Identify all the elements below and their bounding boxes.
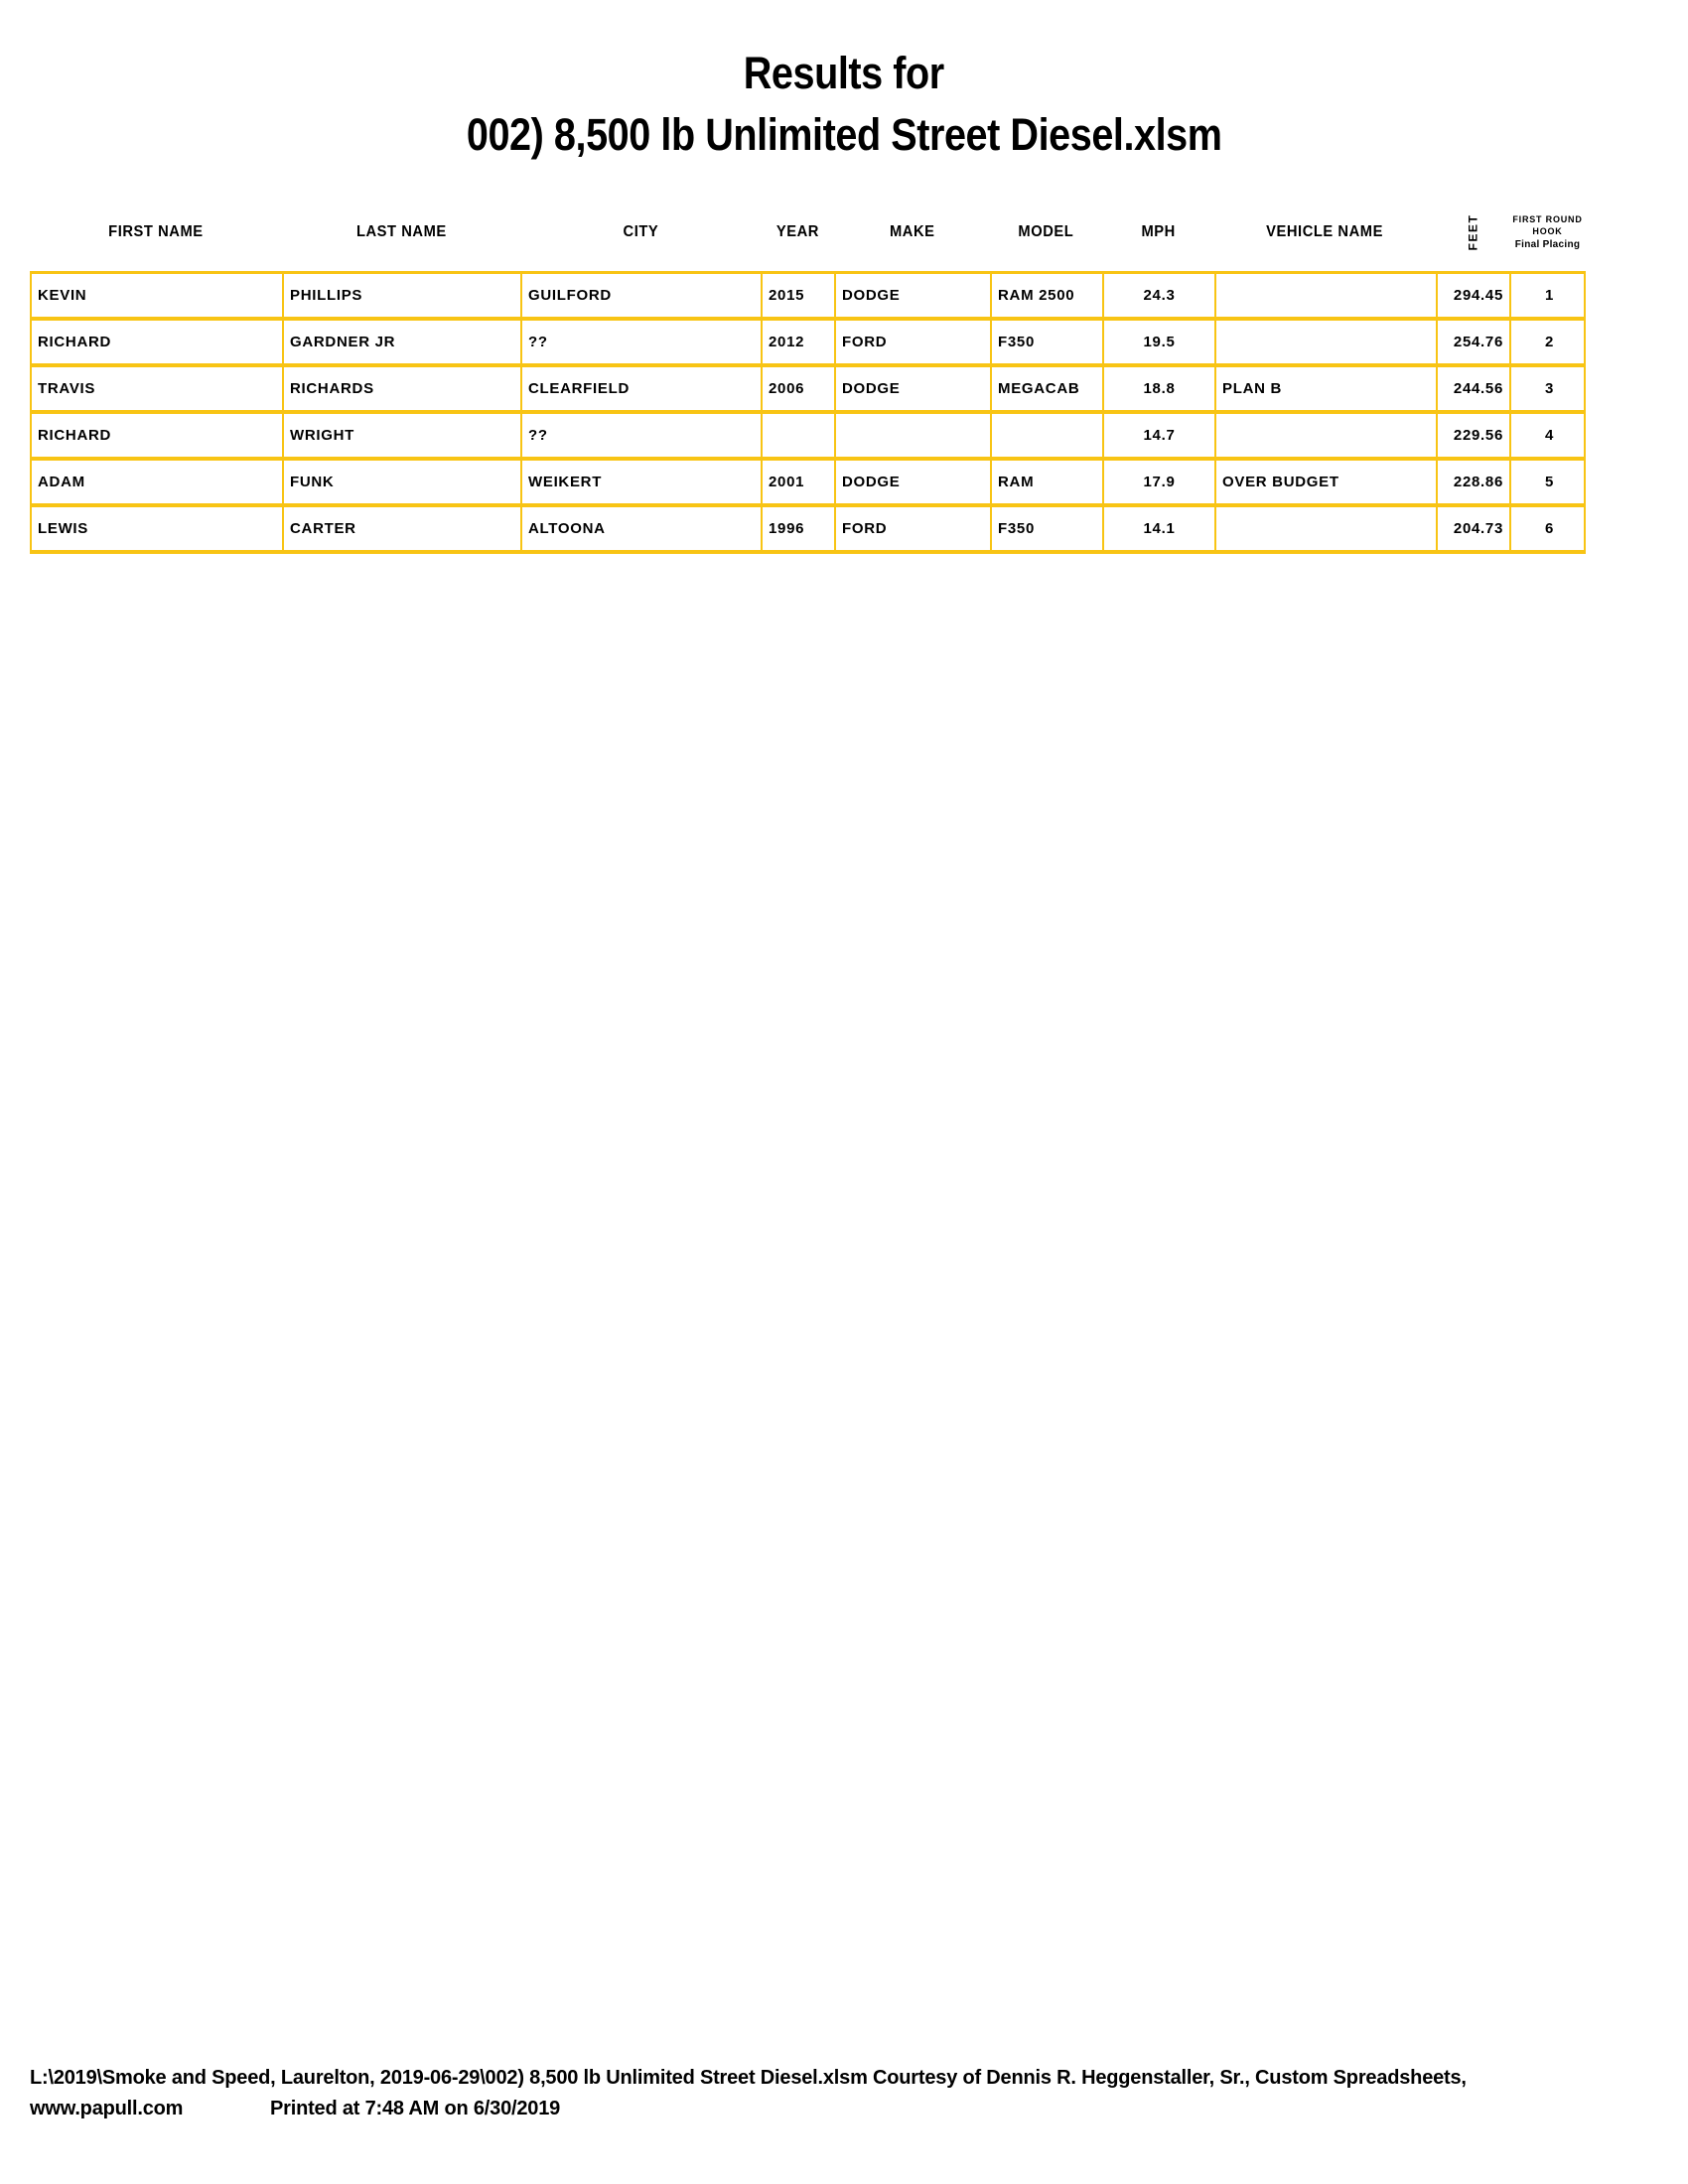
- cell-feet: 244.56: [1438, 367, 1511, 410]
- cell-model: F350: [992, 507, 1104, 550]
- footer-printed-at: Printed at 7:48 AM on 6/30/2019: [270, 2098, 561, 2119]
- cell-last-name: PHILLIPS: [284, 274, 522, 317]
- table-header-row: [30, 194, 1586, 271]
- cell-mph: 14.1: [1104, 507, 1216, 550]
- header-hook-line3: Final Placing: [1514, 239, 1581, 250]
- cell-make: DODGE: [836, 274, 992, 317]
- cell-last-name: RICHARDS: [284, 367, 522, 410]
- cell-make: FORD: [836, 321, 992, 363]
- cell-city: ??: [522, 321, 763, 363]
- table-body: [30, 271, 1586, 554]
- cell-model: RAM 2500: [992, 274, 1104, 317]
- table-row: [32, 367, 1584, 414]
- cell-vehicle-name: [1216, 414, 1438, 457]
- cell-year: 2001: [763, 461, 836, 503]
- cell-last-name: CARTER: [284, 507, 522, 550]
- cell-feet: 254.76: [1438, 321, 1511, 363]
- cell-vehicle-name: [1216, 507, 1438, 550]
- table-row: [32, 414, 1584, 461]
- table-row: [32, 321, 1584, 367]
- cell-make: DODGE: [836, 461, 992, 503]
- header-hook-line2: HOOK: [1532, 226, 1563, 236]
- cell-model: MEGACAB: [992, 367, 1104, 410]
- cell-first-name: LEWIS: [32, 507, 284, 550]
- cell-first-name: KEVIN: [32, 274, 284, 317]
- cell-model: RAM: [992, 461, 1104, 503]
- footer-path-line: L:\2019\Smoke and Speed, Laurelton, 2019-06-29\002) 8,500 lb Unlimited Street Diesel.xlsm Courtesy of Dennis R. Heggenstaller, Sr., Custom Spreadsheets,: [30, 2067, 1467, 2089]
- report-title-line1: [0, 48, 1688, 99]
- header-first-round-hook: [1509, 194, 1586, 271]
- report-title-line2: [0, 109, 1688, 161]
- cell-last-name: WRIGHT: [284, 414, 522, 457]
- cell-year: 2012: [763, 321, 836, 363]
- report-title-line1-text: Results for: [743, 48, 944, 98]
- cell-placing: 5: [1544, 474, 1555, 490]
- cell-vehicle-name: [1216, 274, 1438, 317]
- cell-mph: 18.8: [1104, 367, 1216, 410]
- cell-vehicle-name: PLAN B: [1216, 367, 1438, 410]
- cell-first-name: ADAM: [32, 461, 284, 503]
- header-first-name: FIRST NAME: [108, 223, 204, 240]
- header-last-name: LAST NAME: [355, 223, 447, 240]
- header-feet: FEET: [1465, 213, 1479, 251]
- cell-make: FORD: [836, 507, 992, 550]
- cell-feet: 204.73: [1438, 507, 1511, 550]
- cell-mph: 17.9: [1104, 461, 1216, 503]
- cell-city: ALTOONA: [522, 507, 763, 550]
- cell-mph: 19.5: [1104, 321, 1216, 363]
- cell-placing: 2: [1544, 334, 1555, 350]
- cell-year: 2015: [763, 274, 836, 317]
- cell-placing: 3: [1544, 380, 1555, 397]
- footer-website: www.papull.com: [30, 2098, 184, 2119]
- cell-city: ??: [522, 414, 763, 457]
- cell-model: [992, 414, 1104, 457]
- header-vehicle-name: VEHICLE NAME: [1266, 223, 1384, 240]
- table-row: [32, 274, 1584, 321]
- cell-year: 1996: [763, 507, 836, 550]
- cell-first-name: RICHARD: [32, 321, 284, 363]
- cell-first-name: TRAVIS: [32, 367, 284, 410]
- cell-year: 2006: [763, 367, 836, 410]
- cell-placing: 6: [1544, 520, 1555, 537]
- cell-feet: 228.86: [1438, 461, 1511, 503]
- cell-city: GUILFORD: [522, 274, 763, 317]
- cell-mph: 14.7: [1104, 414, 1216, 457]
- header-make: MAKE: [889, 223, 935, 240]
- cell-last-name: GARDNER JR: [284, 321, 522, 363]
- header-hook-line1: FIRST ROUND: [1512, 214, 1583, 224]
- results-table: [30, 194, 1586, 554]
- cell-make: DODGE: [836, 367, 992, 410]
- cell-vehicle-name: [1216, 321, 1438, 363]
- table-row: [32, 507, 1584, 554]
- cell-mph: 24.3: [1104, 274, 1216, 317]
- cell-vehicle-name: OVER BUDGET: [1216, 461, 1438, 503]
- cell-year: [763, 414, 836, 457]
- footer-print-line: [30, 2094, 1678, 2124]
- cell-city: WEIKERT: [522, 461, 763, 503]
- cell-placing: 4: [1544, 427, 1555, 444]
- table-row: [32, 461, 1584, 507]
- cell-feet: 294.45: [1438, 274, 1511, 317]
- cell-first-name: RICHARD: [32, 414, 284, 457]
- cell-feet: 229.56: [1438, 414, 1511, 457]
- page-footer: [30, 2063, 1678, 2124]
- header-city: CITY: [623, 223, 658, 240]
- report-title-line2-text: 002) 8,500 lb Unlimited Street Diesel.xlsm: [466, 109, 1222, 160]
- cell-last-name: FUNK: [284, 461, 522, 503]
- cell-city: CLEARFIELD: [522, 367, 763, 410]
- cell-placing: 1: [1544, 287, 1555, 304]
- header-year: YEAR: [775, 223, 819, 240]
- cell-make: [836, 414, 992, 457]
- cell-model: F350: [992, 321, 1104, 363]
- header-mph: MPH: [1141, 223, 1176, 240]
- header-model: MODEL: [1018, 223, 1074, 240]
